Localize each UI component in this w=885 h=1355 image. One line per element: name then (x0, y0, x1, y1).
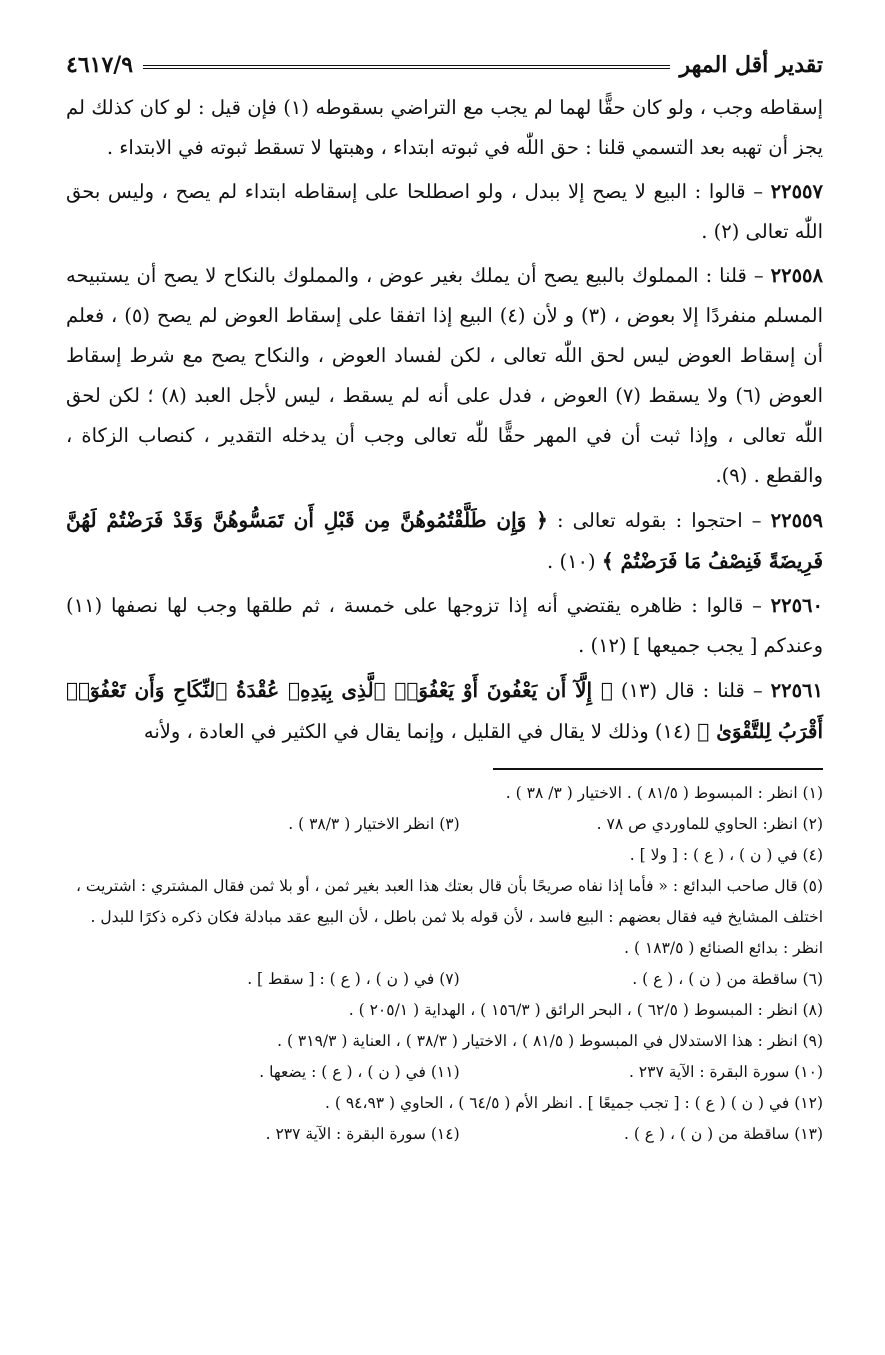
footnote: (١) انظر : المبسوط ( ٨١/٥ ) . الاختيار ( ٣/ ٣٨ ) . (505, 784, 823, 802)
footnote: (١٢) في ( ن ) ( ع ) : [ تجب جميعًا ] . انظر الأم ( ٦٤/٥ ) ، الحاوي ( ٩٤،٩٣ ) . (324, 1094, 823, 1112)
paragraph (66, 586, 823, 666)
paragraph-text: – قالوا : البيع لا يصح إلا ببدل ، ولو اصطلحا على إسقاطه ابتداء لم يصح ، وليس بحق اللّٰه تعالى (٢) . (66, 180, 823, 243)
footnote: (١١) في ( ن ) ، ( ع ) : يضعها . (259, 1063, 460, 1081)
header-rule (143, 65, 669, 69)
page-number: ٤٦١٧/٩ (66, 52, 134, 78)
running-head (66, 38, 823, 78)
running-title: تقدير أقل المهر (679, 52, 823, 78)
footnote-row (66, 964, 823, 995)
paragraph-text: – قلنا : المملوك بالبيع يصح أن يملك بغير عوض ، والمملوك بالنكاح لا يصح أن يستبيحه المسلم منفردًا إلا بعوض ، (٣) و لأن (٤) البيع إذا اتفقا على إسقاط العوض لم يصح (٥) ، فعلم أن إسقاط العوض ليس لحق اللّٰه تعالى ، لكن لفساد العوض ، والنكاح يصح مع شرط إسقاط العوض (٦) ولا يسقط (٧) العوض ، فدل على أنه لم يسقط ، ليس لأجل العبد (٨) ؛ لكن لحق اللّٰه تعالى ، وإذا ثبت أن في المهر حقًّا للّٰه تعالى وجب أن يدخله التقدير ، كنصاب الزكاة ، والقطع . (٩). (66, 264, 824, 487)
footnote: (١٠) سورة البقرة : الآية ٢٣٧ . (628, 1063, 823, 1081)
footnote-row (66, 809, 823, 840)
paragraph (66, 256, 823, 496)
footnote: (٦) ساقطة من ( ن ) ، ( ع ) . (632, 970, 823, 988)
paragraph-text: إسقاطه وجب ، ولو كان حقًّا لهما لم يجب مع التراضي بسقوطه (١) فإن قيل : لو كان كذلك لم يجز أن تهبه بعد التسمي قلنا : حق اللّٰه في ثبوته ابتداء ، وهبتها لا تسقط ثبوته في الابتداء . (66, 96, 824, 159)
paragraph (66, 172, 823, 252)
footnote: (١٤) سورة البقرة : الآية ٢٣٧ . (265, 1125, 460, 1143)
footnote: (٣) انظر الاختيار ( ٣٨/٣ ) . (288, 815, 460, 833)
paragraph-number: ٢٢٥٥٨ (770, 264, 823, 287)
footnote: (١٣) ساقطة من ( ن ) ، ( ع ) . (623, 1125, 823, 1143)
paragraph (66, 670, 823, 752)
main-text (66, 88, 823, 752)
paragraph-text: – قالوا : ظاهره يقتضي أنه إذا تزوجها على خمسة ، ثم طلقها وجب لها نصفها (١١) وعندكم [ يجب جميعها ] (١٢) . (66, 594, 823, 657)
quran-verse: ﴿ إِلَّآ أَن يَعْفُونَ أَوْ يَعْفُوَا۟ ٱلَّذِى بِيَدِهِۦ عُقْدَةُ ٱلنِّكَاحِ وَأَن تَعْفُوٓا۟ أَقْرَبُ لِلتَّقْوَىٰ ﴾ (66, 678, 823, 743)
footnote: (٩) انظر : هذا الاستدلال في المبسوط ( ٨١/٥ ) ، الاختيار ( ٣٨/٣ ) ، العناية ( ٣١٩/٣ ) . (277, 1032, 823, 1050)
footnote-separator (493, 768, 823, 770)
footnotes (66, 778, 823, 1150)
footnote: (٧) في ( ن ) ، ( ع ) : [ سقط ] . (247, 970, 460, 988)
paragraph-number: ٢٢٥٥٧ (770, 180, 823, 203)
footnote: (٤) في ( ن ) ، ( ع ) : [ ولا ] . (629, 846, 823, 864)
footnote: (٨) انظر : المبسوط ( ٦٢/٥ ) ، البحر الرائق ( ١٥٦/٣ ) ، الهداية ( ٢٠٥/١ ) . (348, 1001, 823, 1019)
paragraph-text-after: (١٠) . (547, 550, 596, 573)
paragraph (66, 88, 823, 168)
paragraph-text: – قلنا : قال (١٣) (620, 679, 763, 702)
footnote-row (66, 1057, 823, 1088)
quran-verse: ﴿ وَإِن طَلَّقْتُمُوهُنَّ مِن قَبْلِ أَن تَمَسُّوهُنَّ وَقَدْ فَرَضْتُمْ لَهُنَّ فَرِيضَةً فَنِصْفُ مَا فَرَضْتُمْ ﴾ (66, 508, 823, 573)
paragraph (66, 500, 823, 582)
paragraph-text-after: (١٤) وذلك لا يقال في القليل ، وإنما يقال في الكثير في العادة ، ولأنه (143, 720, 692, 743)
paragraph-number: ٢٢٥٥٩ (770, 509, 824, 532)
paragraph-number: ٢٢٥٦١ (770, 679, 824, 702)
footnote: (٢) انظر: الحاوي للماوردي ص ٧٨ . (596, 815, 823, 833)
footnote-row (66, 1119, 823, 1150)
paragraph-number: ٢٢٥٦٠ (770, 594, 823, 617)
paragraph-text: – احتجوا : بقوله تعالى : (557, 509, 762, 532)
footnote: (٥) قال صاحب البدائع : « فأما إذا نفاه صريحًا بأن قال بعتك هذا العبد بغير ثمن ، أو بلا ثمن فقال المشتري : اشتريت ، اختلف المشايخ فيه فقال بعضهم : البيع فاسد ، لأن قوله بلا ثمن باطل ، لأن البيع عقد مبادلة فكان ذكره ذكرًا للبدل . انظر : بدائع الصنائع ( ١٨٣/٥ ) . (75, 877, 823, 957)
